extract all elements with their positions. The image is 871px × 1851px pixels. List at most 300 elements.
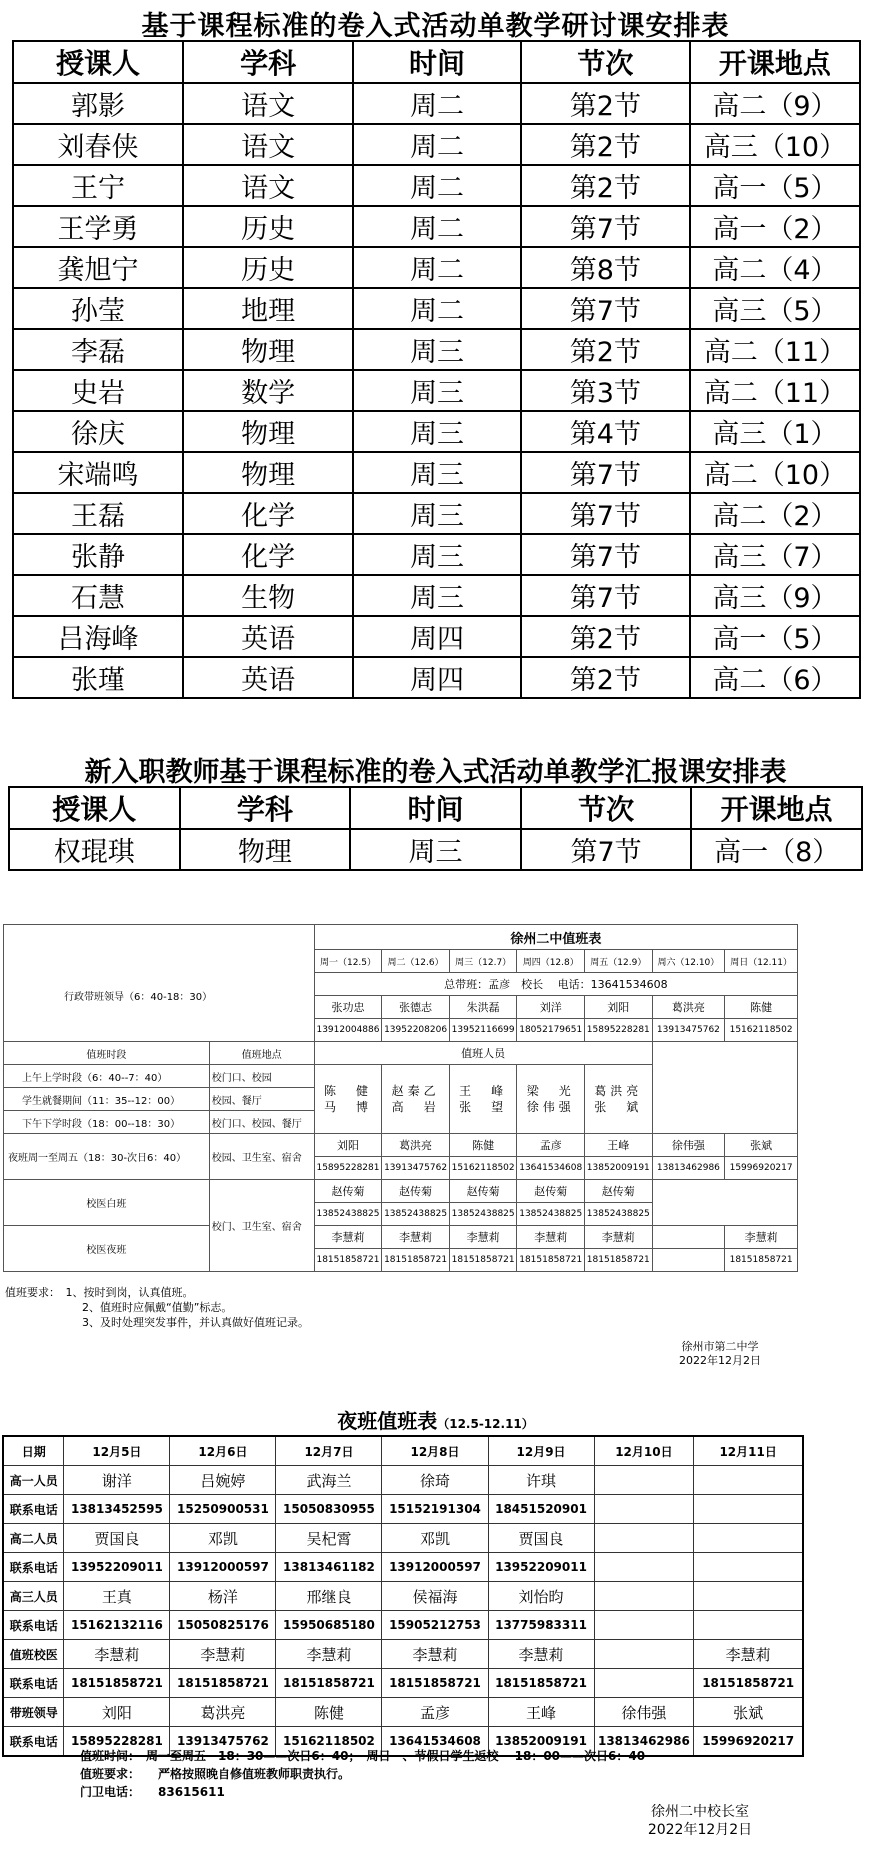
phone-number: 18151858721 <box>382 1669 488 1698</box>
table-row <box>13 616 860 657</box>
table-cell: 周三 <box>353 452 521 493</box>
table-row <box>13 247 860 288</box>
person-name <box>694 1582 803 1611</box>
table-cell: 物理 <box>183 411 353 452</box>
person-name: 孟彦 <box>382 1698 488 1727</box>
person-name: 邢继良 <box>276 1582 382 1611</box>
table-row <box>13 657 860 698</box>
doc-day-phone: 13852438825 <box>382 1203 450 1226</box>
phone-number <box>694 1495 803 1524</box>
day-header: 周一（12.5） <box>314 950 382 973</box>
admin-name: 陈健 <box>725 996 798 1019</box>
date-header-row <box>3 1436 803 1466</box>
phone-number: 18451520901 <box>488 1495 594 1524</box>
header-cell: 时间 <box>353 41 521 83</box>
table-cell: 高二（6） <box>690 657 860 698</box>
table-cell: 第7节 <box>521 288 690 329</box>
table-cell: 第8节 <box>521 247 690 288</box>
table-row <box>3 1698 803 1727</box>
table-cell: 高一（2） <box>690 206 860 247</box>
person-name: 张斌 <box>694 1698 803 1727</box>
date-header: 12月7日 <box>276 1436 382 1466</box>
night-name: 葛洪亮 <box>382 1134 450 1157</box>
table-cell: 张瑾 <box>13 657 183 698</box>
phone-number: 18151858721 <box>64 1669 170 1698</box>
duty-roster-table <box>3 924 798 1272</box>
table-row <box>3 1611 803 1640</box>
day-header: 周四（12.8） <box>517 950 585 973</box>
table-cell: 第4节 <box>521 411 690 452</box>
phone-number: 15895228281 <box>64 1727 170 1757</box>
night-name: 王峰 <box>585 1134 653 1157</box>
person-name: 邓凯 <box>170 1524 276 1553</box>
night-phone: 13913475762 <box>382 1157 450 1180</box>
table-cell: 周二 <box>353 83 521 124</box>
phone-number <box>594 1495 694 1524</box>
table-cell: 徐庆 <box>13 411 183 452</box>
phone-number: 15950685180 <box>276 1611 382 1640</box>
table-cell: 第7节 <box>521 829 692 870</box>
table-cell: 第2节 <box>521 124 690 165</box>
doc-night-phone: 18151858721 <box>314 1249 382 1272</box>
research-schedule-title: 基于课程标准的卷入式活动单教学研讨课安排表 <box>141 11 730 42</box>
day-header: 周三（12.7） <box>449 950 517 973</box>
table-cell: 王磊 <box>13 493 183 534</box>
newteacher-schedule-title: 新入职教师基于课程标准的卷入式活动单教学汇报课安排表 <box>84 757 787 788</box>
table-cell: 第2节 <box>521 616 690 657</box>
person-name: 贾国良 <box>488 1524 594 1553</box>
header-cell: 授课人 <box>13 41 183 83</box>
doc-night-name: 李慧莉 <box>585 1226 653 1249</box>
duty-school-name: 徐州市第二中学 <box>681 1340 759 1353</box>
table-cell: 历史 <box>183 247 353 288</box>
night-duty-requirement-note: 值班要求： 严格按照晚自修值班教师职责执行。 <box>80 1767 351 1781</box>
duty-date: 2022年12月2日 <box>679 1354 761 1367</box>
table-cell: 宋端鸣 <box>13 452 183 493</box>
admin-phone: 15895228281 <box>585 1019 653 1042</box>
person-name: 李慧莉 <box>170 1640 276 1669</box>
row-label: 联系电话 <box>3 1727 64 1757</box>
table-cell: 高一（8） <box>691 829 862 870</box>
table-cell: 物理 <box>183 329 353 370</box>
phone-number: 15996920217 <box>694 1727 803 1757</box>
night-label: 夜班周一至周五（18：30-次日6：40） <box>4 1134 210 1180</box>
table-cell: 周三 <box>353 329 521 370</box>
doc-night-label: 校医夜班 <box>4 1226 210 1272</box>
table-row <box>13 83 860 124</box>
doc-night-name: 李慧莉 <box>382 1226 450 1249</box>
table-row <box>13 534 860 575</box>
date-label: 日期 <box>3 1436 64 1466</box>
table-cell: 周二 <box>353 165 521 206</box>
table-cell: 化学 <box>183 534 353 575</box>
table-row <box>3 1669 803 1698</box>
person-name: 邓凯 <box>382 1524 488 1553</box>
phone-number: 13913475762 <box>170 1727 276 1757</box>
doc-day-name: 赵传菊 <box>449 1180 517 1203</box>
table-cell: 王宁 <box>13 165 183 206</box>
admin-name: 张德志 <box>382 996 450 1019</box>
table-row <box>3 1582 803 1611</box>
table-row <box>3 1553 803 1582</box>
period-place: 校门口、校园 <box>209 1065 314 1088</box>
table-row <box>13 329 860 370</box>
person-name: 李慧莉 <box>64 1640 170 1669</box>
night-phone: 13813462986 <box>652 1157 725 1180</box>
table-cell: 高二（2） <box>690 493 860 534</box>
row-label: 高一人员 <box>3 1466 64 1495</box>
table-row <box>3 1640 803 1669</box>
table-cell: 石慧 <box>13 575 183 616</box>
period-place: 校园、餐厅 <box>209 1088 314 1111</box>
table-cell: 周三 <box>353 534 521 575</box>
doc-day-name: 赵传菊 <box>585 1180 653 1203</box>
staff-cell: 葛洪亮 张 斌 <box>585 1065 653 1134</box>
table-cell: 高三（7） <box>690 534 860 575</box>
phone-number: 18151858721 <box>488 1669 594 1698</box>
table-row <box>13 288 860 329</box>
table-header-row <box>9 787 862 829</box>
person-name: 许琪 <box>488 1466 594 1495</box>
period-time: 学生就餐期间（11：35--12：00） <box>4 1088 210 1111</box>
table-cell: 张静 <box>13 534 183 575</box>
table-cell: 第3节 <box>521 370 690 411</box>
phone-number: 13813452595 <box>64 1495 170 1524</box>
night-place: 校园、卫生室、宿舍 <box>209 1134 314 1180</box>
admin-phone: 13913475762 <box>652 1019 725 1042</box>
period-place: 校门口、校园、餐厅 <box>209 1111 314 1134</box>
night-duty-office: 徐州二中校长室 <box>651 1804 749 1820</box>
table-cell: 第2节 <box>521 165 690 206</box>
phone-number: 13912000597 <box>382 1553 488 1582</box>
phone-number: 15250900531 <box>170 1495 276 1524</box>
person-name: 徐琦 <box>382 1466 488 1495</box>
phone-number: 13852009191 <box>488 1727 594 1757</box>
table-cell: 史岩 <box>13 370 183 411</box>
phone-number: 13952209011 <box>488 1553 594 1582</box>
duty-requirement-3: 3、及时处理突发事件，并认真做好值班记录。 <box>82 1316 309 1329</box>
table-cell: 历史 <box>183 206 353 247</box>
table-cell: 李磊 <box>13 329 183 370</box>
table-cell: 高一（5） <box>690 616 860 657</box>
doc-night-phone: 18151858721 <box>585 1249 653 1272</box>
row-label: 联系电话 <box>3 1611 64 1640</box>
doc-day-phone: 13852438825 <box>449 1203 517 1226</box>
row-label: 联系电话 <box>3 1669 64 1698</box>
table-cell: 王学勇 <box>13 206 183 247</box>
phone-number: 15152191304 <box>382 1495 488 1524</box>
doc-night-name: 李慧莉 <box>725 1226 798 1249</box>
person-name: 杨洋 <box>170 1582 276 1611</box>
place-label: 值班地点 <box>209 1042 314 1065</box>
night-duty-table <box>2 1435 804 1757</box>
table-row <box>13 493 860 534</box>
table-cell: 第7节 <box>521 575 690 616</box>
row-label: 值班校医 <box>3 1640 64 1669</box>
phone-number: 13813462986 <box>594 1727 694 1757</box>
duty-days-row <box>4 950 798 973</box>
doc-night-name: 李慧莉 <box>449 1226 517 1249</box>
table-row <box>13 124 860 165</box>
phone-number <box>594 1553 694 1582</box>
doc-day-phone: 13852438825 <box>517 1203 585 1226</box>
phone-number: 18151858721 <box>170 1669 276 1698</box>
newteacher-schedule-table <box>8 786 863 871</box>
night-duty-subtitle: （12.5-12.11） <box>437 1417 534 1431</box>
phone-number: 15162132116 <box>64 1611 170 1640</box>
doc-day-name: 赵传菊 <box>314 1180 382 1203</box>
person-name: 王真 <box>64 1582 170 1611</box>
night-phone: 15996920217 <box>725 1157 798 1180</box>
header-cell: 学科 <box>180 787 351 829</box>
header-cell: 授课人 <box>9 787 180 829</box>
night-phone: 13852009191 <box>585 1157 653 1180</box>
table-cell: 高三（9） <box>690 575 860 616</box>
person-name: 刘怡昀 <box>488 1582 594 1611</box>
person-name <box>594 1466 694 1495</box>
table-cell: 英语 <box>183 657 353 698</box>
doc-night-phone: 18151858721 <box>517 1249 585 1272</box>
row-label: 联系电话 <box>3 1495 64 1524</box>
table-row <box>13 411 860 452</box>
doc-day-name: 赵传菊 <box>517 1180 585 1203</box>
phone-number: 18151858721 <box>694 1669 803 1698</box>
table-row <box>3 1495 803 1524</box>
blank-cell <box>652 1042 797 1134</box>
person-name: 陈健 <box>276 1698 382 1727</box>
doc-day-name: 赵传菊 <box>382 1180 450 1203</box>
table-cell: 高三（5） <box>690 288 860 329</box>
table-cell: 数学 <box>183 370 353 411</box>
table-cell: 周四 <box>353 616 521 657</box>
table-row <box>13 575 860 616</box>
table-cell: 语文 <box>183 83 353 124</box>
night-name: 孟彦 <box>517 1134 585 1157</box>
table-cell: 第7节 <box>521 206 690 247</box>
table-cell: 地理 <box>183 288 353 329</box>
phone-number <box>594 1669 694 1698</box>
table-cell: 周三 <box>353 493 521 534</box>
header-cell: 节次 <box>521 787 692 829</box>
person-name: 贾国良 <box>64 1524 170 1553</box>
admin-phone: 15162118502 <box>725 1019 798 1042</box>
person-name: 徐伟强 <box>594 1698 694 1727</box>
phone-number: 13813461182 <box>276 1553 382 1582</box>
admin-name: 葛洪亮 <box>652 996 725 1019</box>
date-header: 12月11日 <box>694 1436 803 1466</box>
person-name: 吴杞霄 <box>276 1524 382 1553</box>
person-name: 李慧莉 <box>276 1640 382 1669</box>
person-name: 侯福海 <box>382 1582 488 1611</box>
table-cell: 英语 <box>183 616 353 657</box>
table-cell: 孙莹 <box>13 288 183 329</box>
doc-night-phone: 18151858721 <box>449 1249 517 1272</box>
table-row <box>13 452 860 493</box>
person-name: 王峰 <box>488 1698 594 1727</box>
table-cell: 第7节 <box>521 534 690 575</box>
header-cell: 时间 <box>350 787 521 829</box>
table-cell: 高二（9） <box>690 83 860 124</box>
person-name <box>594 1640 694 1669</box>
day-header: 周日（12.11） <box>725 950 798 973</box>
period-time: 下午下学时段（18：00--18：30） <box>4 1111 210 1134</box>
general-leader: 总带班：孟彦 校长 电话：13641534608 <box>314 973 797 996</box>
date-header: 12月5日 <box>64 1436 170 1466</box>
person-name: 吕婉婷 <box>170 1466 276 1495</box>
table-cell: 第2节 <box>521 657 690 698</box>
night-phone: 15162118502 <box>449 1157 517 1180</box>
admin-phone: 13952116699 <box>449 1019 517 1042</box>
table-cell: 吕海峰 <box>13 616 183 657</box>
person-name <box>694 1524 803 1553</box>
date-header: 12月9日 <box>488 1436 594 1466</box>
day-header: 周六（12.10） <box>652 950 725 973</box>
night-names-row <box>4 1134 798 1157</box>
table-cell: 周三 <box>350 829 521 870</box>
table-cell: 化学 <box>183 493 353 534</box>
row-label: 高二人员 <box>3 1524 64 1553</box>
table-cell: 第7节 <box>521 493 690 534</box>
phone-number: 18151858721 <box>276 1669 382 1698</box>
admin-label: 行政带班领导（6：40-18：30） <box>4 950 315 1042</box>
admin-phone: 18052179651 <box>517 1019 585 1042</box>
phone-number: 15905212753 <box>382 1611 488 1640</box>
phone-number <box>594 1611 694 1640</box>
row-label: 高三人员 <box>3 1582 64 1611</box>
doc-day-phone: 13852438825 <box>585 1203 653 1226</box>
table-cell: 高一（5） <box>690 165 860 206</box>
person-name: 葛洪亮 <box>170 1698 276 1727</box>
admin-name: 刘阳 <box>585 996 653 1019</box>
header-cell: 开课地点 <box>691 787 862 829</box>
table-cell: 周四 <box>353 657 521 698</box>
table-row <box>13 165 860 206</box>
date-header: 12月6日 <box>170 1436 276 1466</box>
table-cell: 第7节 <box>521 452 690 493</box>
table-cell: 物理 <box>180 829 351 870</box>
research-schedule-table <box>12 40 861 699</box>
date-header: 12月10日 <box>594 1436 694 1466</box>
staff-cell: 陈 健 马 博 <box>314 1065 382 1134</box>
period-label: 值班时段 <box>4 1042 210 1065</box>
gate-phone-note: 门卫电话： 83615611 <box>80 1785 225 1799</box>
table-cell: 高二（4） <box>690 247 860 288</box>
doc-night-phone <box>652 1249 725 1272</box>
table-cell: 高三（10） <box>690 124 860 165</box>
phone-number: 13775983311 <box>488 1611 594 1640</box>
night-name: 陈健 <box>449 1134 517 1157</box>
person-name <box>594 1524 694 1553</box>
phone-number <box>694 1611 803 1640</box>
duty-requirement-1: 值班要求： 1、按时到岗，认真值班。 <box>5 1286 194 1299</box>
phone-number: 13952209011 <box>64 1553 170 1582</box>
doc-day-label: 校医白班 <box>4 1180 210 1226</box>
doc-night-names-row <box>4 1226 798 1249</box>
doc-night-name <box>652 1226 725 1249</box>
duty-title-row <box>4 925 798 950</box>
staff-cell: 王 峰 张 望 <box>449 1065 517 1134</box>
blank-cell <box>652 1180 797 1226</box>
table-cell: 权琨琪 <box>9 829 180 870</box>
phone-number: 13912000597 <box>170 1553 276 1582</box>
table-cell: 周二 <box>353 288 521 329</box>
duty-title: 徐州二中值班表 <box>314 925 797 950</box>
person-name <box>694 1466 803 1495</box>
table-cell: 高二（11） <box>690 370 860 411</box>
phone-number <box>694 1553 803 1582</box>
admin-name: 朱洪磊 <box>449 996 517 1019</box>
night-duty-date: 2022年12月2日 <box>647 1822 753 1838</box>
table-cell: 高三（1） <box>690 411 860 452</box>
doc-day-phone: 13852438825 <box>314 1203 382 1226</box>
person-name: 李慧莉 <box>694 1640 803 1669</box>
header-cell: 学科 <box>183 41 353 83</box>
table-row <box>3 1466 803 1495</box>
night-duty-time-note: 值班时间： 周一至周五 18：30——次日6：40； 周日 、节假日学生返校 18：00——次日6：40 <box>80 1749 646 1763</box>
night-duty-title-text: 夜班值班表 <box>337 1409 438 1433</box>
table-cell: 高二（11） <box>690 329 860 370</box>
person-name: 李慧莉 <box>382 1640 488 1669</box>
staff-label: 值班人员 <box>314 1042 652 1065</box>
table-row <box>13 370 860 411</box>
header-cell: 开课地点 <box>690 41 860 83</box>
admin-name: 刘洋 <box>517 996 585 1019</box>
table-row <box>13 206 860 247</box>
period-header-row <box>4 1042 798 1065</box>
night-name: 徐伟强 <box>652 1134 725 1157</box>
doc-night-phone: 18151858721 <box>382 1249 450 1272</box>
table-row <box>9 829 862 870</box>
table-cell: 语文 <box>183 124 353 165</box>
table-cell: 生物 <box>183 575 353 616</box>
phone-number: 15162118502 <box>276 1727 382 1757</box>
table-cell: 郭影 <box>13 83 183 124</box>
table-cell: 周二 <box>353 206 521 247</box>
table-cell: 第2节 <box>521 329 690 370</box>
night-name: 刘阳 <box>314 1134 382 1157</box>
phone-number: 13641534608 <box>382 1727 488 1757</box>
row-label: 带班领导 <box>3 1698 64 1727</box>
table-cell: 第2节 <box>521 83 690 124</box>
person-name <box>594 1582 694 1611</box>
person-name: 武海兰 <box>276 1466 382 1495</box>
doc-night-phone: 18151858721 <box>725 1249 798 1272</box>
staff-cell: 梁 光 徐伟强 <box>517 1065 585 1134</box>
doc-place: 校门、卫生室、宿舍 <box>209 1180 314 1272</box>
admin-name: 张功忠 <box>314 996 382 1019</box>
admin-phone: 13952208206 <box>382 1019 450 1042</box>
table-cell: 物理 <box>183 452 353 493</box>
day-header: 周五（12.9） <box>585 950 653 973</box>
admin-phone: 13912004886 <box>314 1019 382 1042</box>
row-label: 联系电话 <box>3 1553 64 1582</box>
staff-cell: 赵秦乙 高 岩 <box>382 1065 450 1134</box>
duty-requirement-2: 2、值班时应佩戴“值勤”标志。 <box>82 1301 233 1314</box>
night-phone: 15895228281 <box>314 1157 382 1180</box>
day-header: 周二（12.6） <box>382 950 450 973</box>
person-name: 谢洋 <box>64 1466 170 1495</box>
table-cell: 高二（10） <box>690 452 860 493</box>
table-cell: 周三 <box>353 370 521 411</box>
table-cell: 龚旭宁 <box>13 247 183 288</box>
table-cell: 刘春侠 <box>13 124 183 165</box>
blank-cell <box>4 925 315 950</box>
table-header-row <box>13 41 860 83</box>
phone-number: 15050830955 <box>276 1495 382 1524</box>
table-cell: 周二 <box>353 247 521 288</box>
night-duty-title <box>0 1405 871 1434</box>
date-header: 12月8日 <box>382 1436 488 1466</box>
